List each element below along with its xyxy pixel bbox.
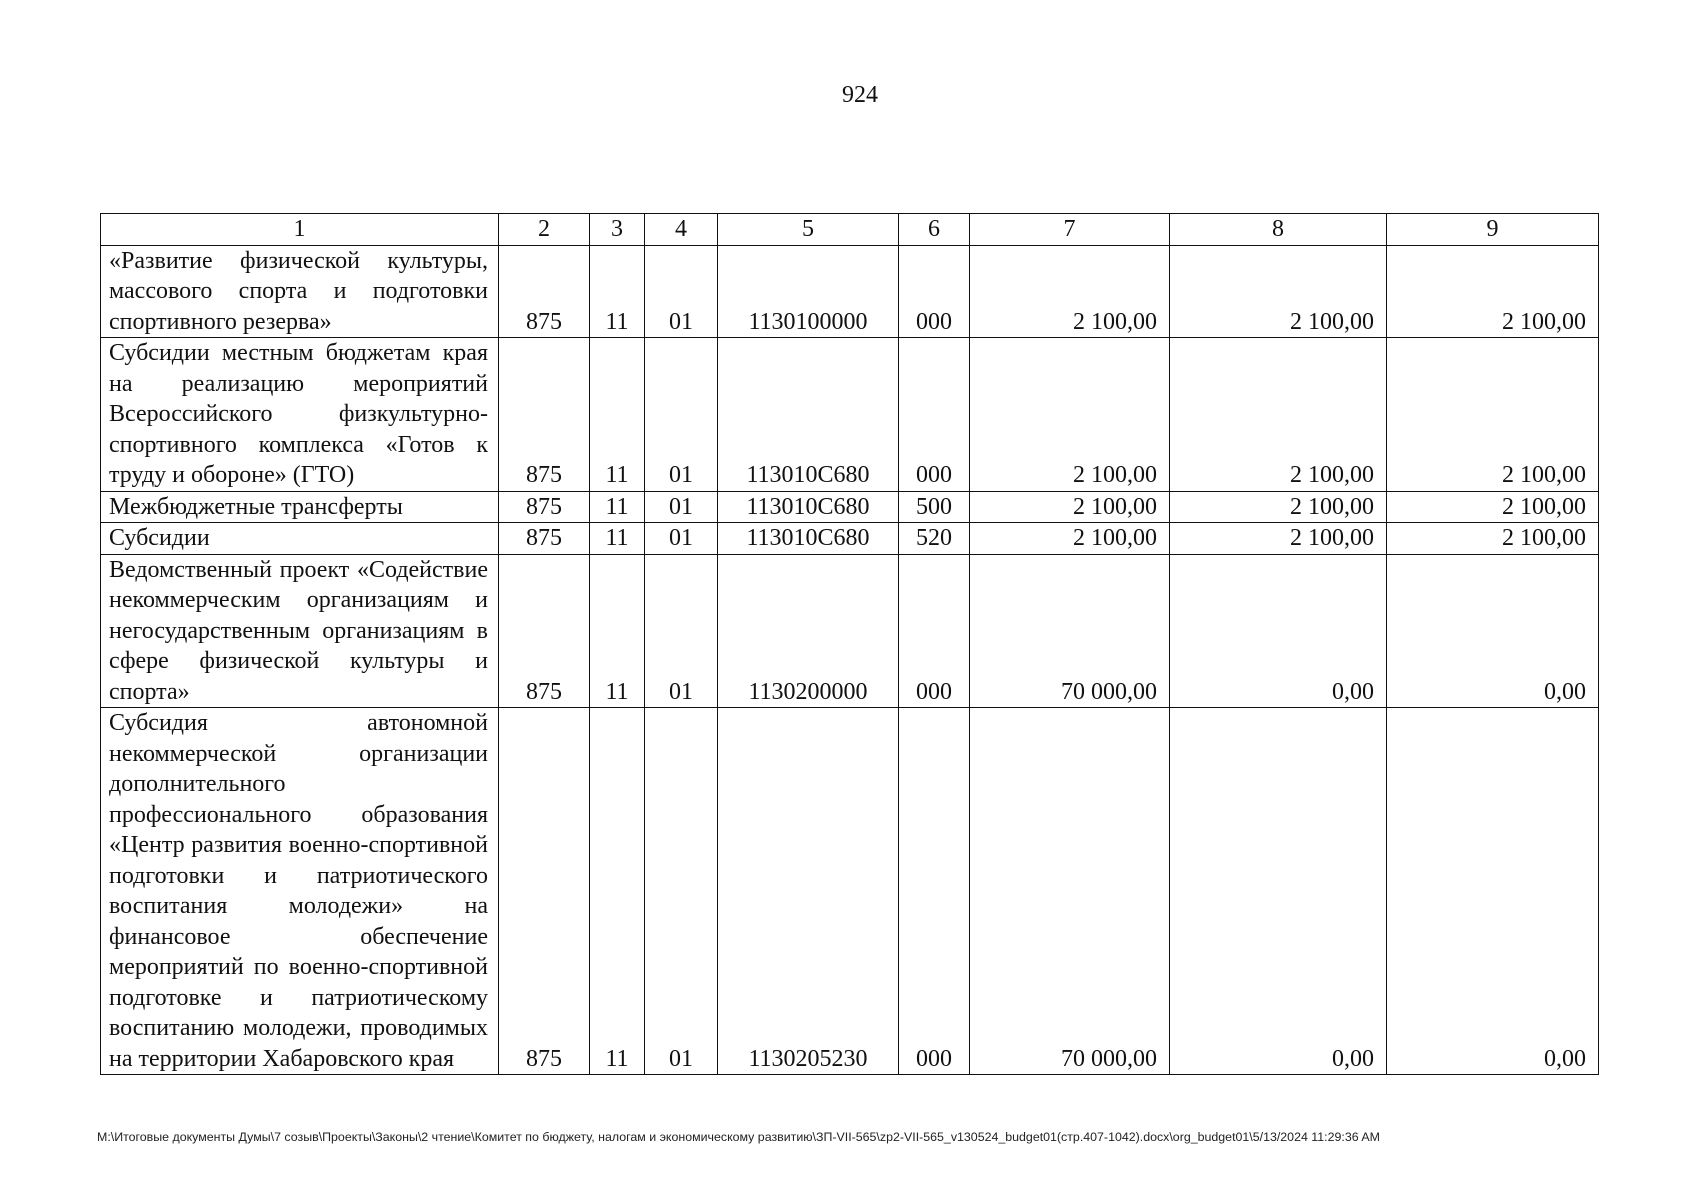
- cell-col7: 70 000,00: [970, 708, 1170, 1075]
- table-header-row: [101, 214, 1599, 246]
- cell-col9: 2 100,00: [1387, 338, 1599, 492]
- row-description: «Развитие физической культуры, массового спорта и подготовки спортивного резерва»: [101, 245, 499, 338]
- cell-col8: 2 100,00: [1170, 523, 1387, 555]
- cell-col9: 0,00: [1387, 554, 1599, 708]
- cell-col4: 01: [645, 245, 718, 338]
- budget-table: [100, 213, 1599, 1075]
- cell-col8: 2 100,00: [1170, 338, 1387, 492]
- cell-col4: 01: [645, 491, 718, 523]
- table-row: [101, 523, 1599, 555]
- cell-col7: 70 000,00: [970, 554, 1170, 708]
- cell-col2: 875: [499, 523, 590, 555]
- cell-col5: 113010С680: [718, 523, 899, 555]
- page-number: 924: [842, 82, 878, 108]
- header-cell-2: 2: [499, 214, 590, 246]
- cell-col3: 11: [590, 554, 645, 708]
- cell-col2: 875: [499, 554, 590, 708]
- header-cell-4: 4: [645, 214, 718, 246]
- header-cell-5: 5: [718, 214, 899, 246]
- cell-col8: 0,00: [1170, 708, 1387, 1075]
- cell-col5: 113010С680: [718, 338, 899, 492]
- cell-col9: 2 100,00: [1387, 491, 1599, 523]
- cell-col3: 11: [590, 491, 645, 523]
- cell-col3: 11: [590, 523, 645, 555]
- cell-col4: 01: [645, 523, 718, 555]
- table-row: [101, 554, 1599, 708]
- cell-col8: 2 100,00: [1170, 491, 1387, 523]
- header-cell-3: 3: [590, 214, 645, 246]
- cell-col6: 000: [899, 554, 970, 708]
- table-row: [101, 338, 1599, 492]
- cell-col6: 000: [899, 708, 970, 1075]
- cell-col5: 1130100000: [718, 245, 899, 338]
- cell-col2: 875: [499, 491, 590, 523]
- cell-col4: 01: [645, 338, 718, 492]
- cell-col6: 000: [899, 338, 970, 492]
- row-description: Субсидии местным бюджетам края на реализацию мероприятий Всероссийского физкультурно-спортивного комплекса «Готов к труду и обороне» (ГТО): [101, 338, 499, 492]
- header-cell-9: 9: [1387, 214, 1599, 246]
- cell-col6: 520: [899, 523, 970, 555]
- header-cell-7: 7: [970, 214, 1170, 246]
- cell-col6: 000: [899, 245, 970, 338]
- cell-col5: 1130205230: [718, 708, 899, 1075]
- cell-col9: 2 100,00: [1387, 523, 1599, 555]
- cell-col7: 2 100,00: [970, 245, 1170, 338]
- cell-col8: 0,00: [1170, 554, 1387, 708]
- table-row: [101, 491, 1599, 523]
- cell-col6: 500: [899, 491, 970, 523]
- header-cell-1: 1: [101, 214, 499, 246]
- cell-col3: 11: [590, 708, 645, 1075]
- cell-col8: 2 100,00: [1170, 245, 1387, 338]
- table-row: [101, 245, 1599, 338]
- header-cell-8: 8: [1170, 214, 1387, 246]
- cell-col2: 875: [499, 245, 590, 338]
- row-description: Ведомственный проект «Содействие некоммерческим организациям и негосударственным организациям в сфере физической культуры и спорта»: [101, 554, 499, 708]
- cell-col7: 2 100,00: [970, 338, 1170, 492]
- cell-col4: 01: [645, 554, 718, 708]
- row-description: Субсидии: [101, 523, 499, 555]
- cell-col7: 2 100,00: [970, 523, 1170, 555]
- cell-col9: 2 100,00: [1387, 245, 1599, 338]
- table-row: [101, 708, 1599, 1075]
- cell-col2: 875: [499, 338, 590, 492]
- cell-col9: 0,00: [1387, 708, 1599, 1075]
- row-description: Субсидия автономной некоммерческой организации дополнительного профессионального образования «Центр развития военно-спортивной подготовки и патриотического воспитания молодежи» на финансовое обеспечение мероприятий по военно-спортивной подготовке и патриотическому воспитанию молодежи, проводимых на территории Хабаровского края: [101, 708, 499, 1075]
- header-cell-6: 6: [899, 214, 970, 246]
- cell-col3: 11: [590, 245, 645, 338]
- cell-col4: 01: [645, 708, 718, 1075]
- cell-col7: 2 100,00: [970, 491, 1170, 523]
- cell-col5: 1130200000: [718, 554, 899, 708]
- row-description: Межбюджетные трансферты: [101, 491, 499, 523]
- document-file-path: M:\Итоговые документы Думы\7 созыв\Проекты\Законы\2 чтение\Комитет по бюджету, налогам и экономическому развитию\ЗП-VII-565\zp2-VII-565_v130524_budget01(стр.407-1042).docx\org_budget01\5/13/2024 11:29:36 AM: [97, 1130, 1380, 1144]
- cell-col5: 113010С680: [718, 491, 899, 523]
- cell-col3: 11: [590, 338, 645, 492]
- cell-col2: 875: [499, 708, 590, 1075]
